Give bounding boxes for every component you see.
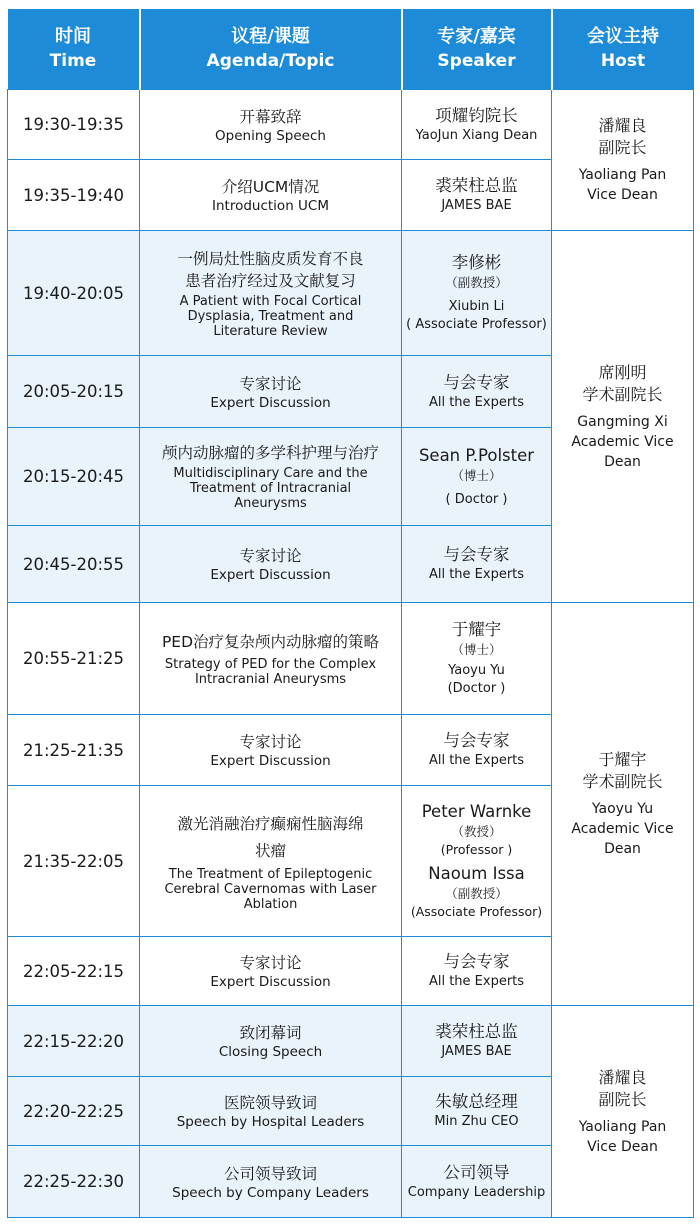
time-cell: 20:45-20:55 [8, 526, 140, 603]
speaker-cell: 李修彬 （副教授） Xiubin Li ( Associate Professor) [402, 231, 552, 356]
table-row [8, 90, 694, 160]
time-cell: 19:35-19:40 [8, 160, 140, 231]
topic-cell: 专家讨论 Expert Discussion [140, 356, 402, 428]
time-cell: 21:25-21:35 [8, 715, 140, 786]
host-cell-4: 潘耀良 副院长 Yaoliang Pan Vice Dean [552, 1006, 694, 1218]
host-cell-1: 潘耀良 副院长 Yaoliang Pan Vice Dean [552, 90, 694, 231]
topic-cell: 医院领导致词 Speech by Hospital Leaders [140, 1077, 402, 1146]
speaker-cell: Peter Warnke （教授） (Professor ) Naoum Issa （副教授） (Associate Professor) [402, 786, 552, 937]
time-cell: 21:35-22:05 [8, 786, 140, 937]
host-cell-3: 于耀宇 学术副院长 Yaoyu Yu Academic Vice Dean [552, 603, 694, 1006]
time-cell: 19:30-19:35 [8, 90, 140, 160]
speaker-cell: 与会专家 All the Experts [402, 356, 552, 428]
topic-cell: 激光消融治疗癫痫性脑海绵 状瘤 The Treatment of Epileptogenic Cerebral Cavernomas with Laser Ablation [140, 786, 402, 937]
table-row [8, 231, 694, 356]
schedule-table [7, 9, 694, 1218]
time-cell: 20:55-21:25 [8, 603, 140, 715]
table-row [8, 1006, 694, 1077]
header-time: 时间 Time [8, 9, 140, 90]
topic-cell: 专家讨论 Expert Discussion [140, 937, 402, 1006]
speaker-cell: 于耀宇 （博士） Yaoyu Yu (Doctor ) [402, 603, 552, 715]
time-cell: 22:25-22:30 [8, 1146, 140, 1218]
schedule-container [7, 9, 693, 1218]
speaker-cell: 裘荣柱总监 JAMES BAE [402, 160, 552, 231]
time-cell: 20:15-20:45 [8, 428, 140, 526]
topic-cell: PED治疗复杂颅内动脉瘤的策略 Strategy of PED for the Complex Intracranial Aneurysms [140, 603, 402, 715]
speaker-cell: 朱敏总经理 Min Zhu CEO [402, 1077, 552, 1146]
table-header-row [8, 9, 694, 90]
topic-cell: 一例局灶性脑皮质发育不良 患者治疗经过及文献复习 A Patient with Focal Cortical Dysplasia, Treatment and Literature Review [140, 231, 402, 356]
header-agenda: 议程/课题 Agenda/Topic [140, 9, 402, 90]
speaker-cell: 项耀钧院长 YaoJun Xiang Dean [402, 90, 552, 160]
host-cell-2: 席刚明 学术副院长 Gangming Xi Academic Vice Dean [552, 231, 694, 603]
time-cell: 22:15-22:20 [8, 1006, 140, 1077]
topic-cell: 专家讨论 Expert Discussion [140, 526, 402, 603]
topic-cell: 介绍UCM情况 Introduction UCM [140, 160, 402, 231]
header-host: 会议主持 Host [552, 9, 694, 90]
topic-cell: 专家讨论 Expert Discussion [140, 715, 402, 786]
speaker-cell: Sean P.Polster （博士） ( Doctor ) [402, 428, 552, 526]
time-cell: 22:20-22:25 [8, 1077, 140, 1146]
header-speaker: 专家/嘉宾 Speaker [402, 9, 552, 90]
topic-cell: 开幕致辞 Opening Speech [140, 90, 402, 160]
time-cell: 20:05-20:15 [8, 356, 140, 428]
topic-cell: 致闭幕词 Closing Speech [140, 1006, 402, 1077]
speaker-cell: 与会专家 All the Experts [402, 715, 552, 786]
speaker-cell: 与会专家 All the Experts [402, 526, 552, 603]
speaker-cell: 裘荣柱总监 JAMES BAE [402, 1006, 552, 1077]
table-row [8, 603, 694, 715]
topic-cell: 公司领导致词 Speech by Company Leaders [140, 1146, 402, 1218]
speaker-cell: 与会专家 All the Experts [402, 937, 552, 1006]
time-cell: 19:40-20:05 [8, 231, 140, 356]
speaker-cell: 公司领导 Company Leadership [402, 1146, 552, 1218]
time-cell: 22:05-22:15 [8, 937, 140, 1006]
topic-cell: 颅内动脉瘤的多学科护理与治疗 Multidisciplinary Care and the Treatment of Intracranial Aneurysms [140, 428, 402, 526]
